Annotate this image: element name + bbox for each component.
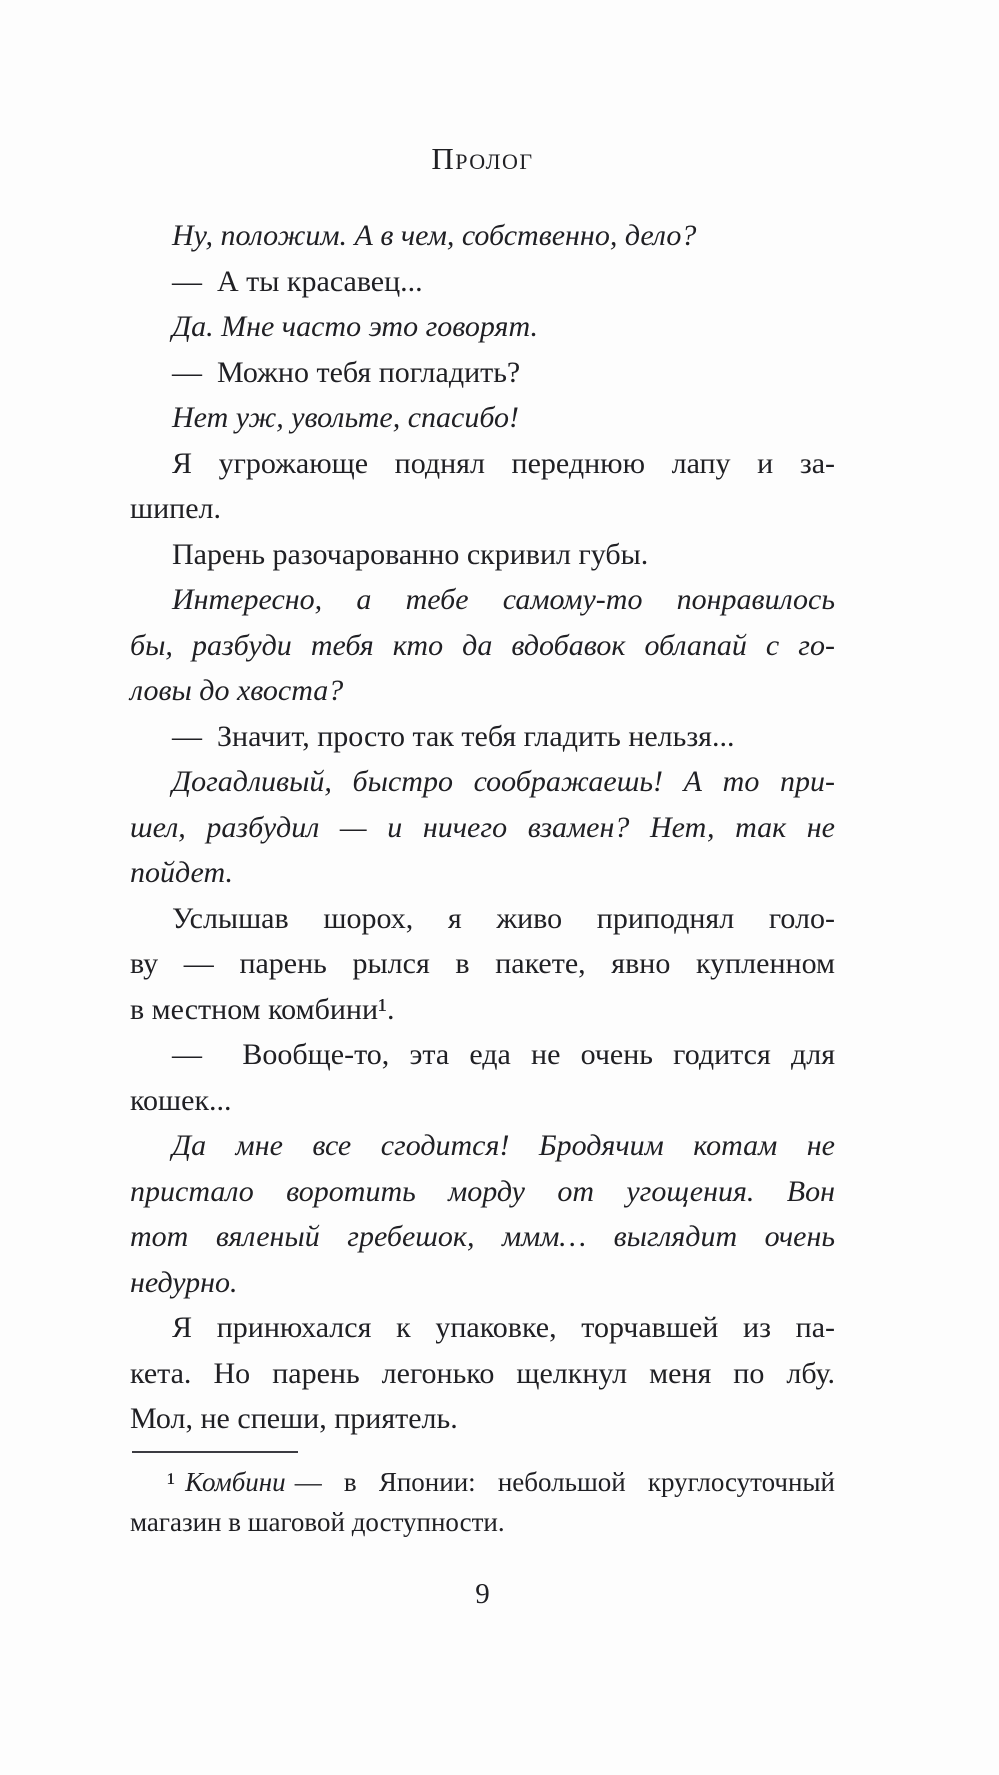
text-line: Мол, не спеши, приятель. [130,1402,458,1435]
text-line: Парень разочарованно скривил губы. [172,537,649,571]
text-line: бы, разбуди тебя кто да вдобавок облапай с го- [130,628,835,662]
text-line: ву — парень рылся в пакете, явно купленном [130,947,835,980]
text-line: Я угрожающе поднял переднюю лапу и за- [172,446,835,480]
footnote-line: магазин в шаговой доступности. [130,1506,505,1537]
text-line: шипел. [130,492,221,525]
text-line: тот вяленый гребешок, ммм… выглядит очень [130,1220,835,1253]
text-line: Услышав шорох, я живо приподнял голо- [172,901,835,935]
paragraph [130,577,835,714]
paragraph [130,213,835,259]
text-line: Да мне все сгодится! Бродячим котам не [172,1129,835,1162]
paragraph [130,896,835,1033]
paragraph [130,714,835,760]
chapter-title: Пролог [431,141,534,176]
body-text [130,213,835,1442]
text-line: — А ты красавец... [172,264,423,298]
paragraph [130,1305,835,1442]
paragraph [130,395,835,441]
text-line: — Вообще-то, эта еда не очень годится для [172,1038,835,1071]
footnote-term: Комбини [185,1466,286,1497]
paragraph [130,1032,835,1123]
text-line: — Значит, просто так тебя гладить нельзя... [172,719,735,753]
text-line: кета. Но парень легонько щелкнул меня по лбу. [130,1356,835,1390]
paragraph [130,350,835,396]
text-line: Да. Мне часто это говорят. [172,310,538,343]
text-line: в местном комбини¹. [130,992,395,1026]
page-number: 9 [475,1577,490,1610]
paragraph [130,1123,835,1305]
text-line: — Можно тебя погладить? [172,355,521,389]
paragraph [130,441,835,532]
text-line: Догадливый, быстро соображаешь! А то при- [172,765,835,798]
footnote-divider [132,1451,298,1453]
text-line: пойдет. [130,856,233,889]
text-line: ловы до хвоста? [130,674,344,707]
text-line: Ну, положим. А в чем, собственно, дело? [172,219,697,252]
text-line: недурно. [130,1265,238,1299]
text-line: Нет уж, увольте, спасибо! [172,401,520,434]
text-line: шел, разбудил — и ничего взамен? Нет, так не [130,810,835,844]
paragraph [130,304,835,350]
text-line: Интересно, а тебе самому-то понравилось [172,583,835,616]
text-line: кошек... [130,1083,232,1117]
paragraph [130,759,835,896]
footnote-definition: — в Японии: небольшой круглосуточный [294,1466,835,1497]
text-line: Я принюхался к упаковке, торчавшей из па- [172,1311,835,1344]
footnote [130,1451,835,1542]
footnote-line [130,1462,835,1502]
text-column [130,0,835,1612]
paragraph [130,259,835,305]
footnote-marker: ¹ [167,1466,176,1497]
text-line: пристало воротить морду от угощения. Вон [130,1174,835,1208]
paragraph [130,532,835,578]
